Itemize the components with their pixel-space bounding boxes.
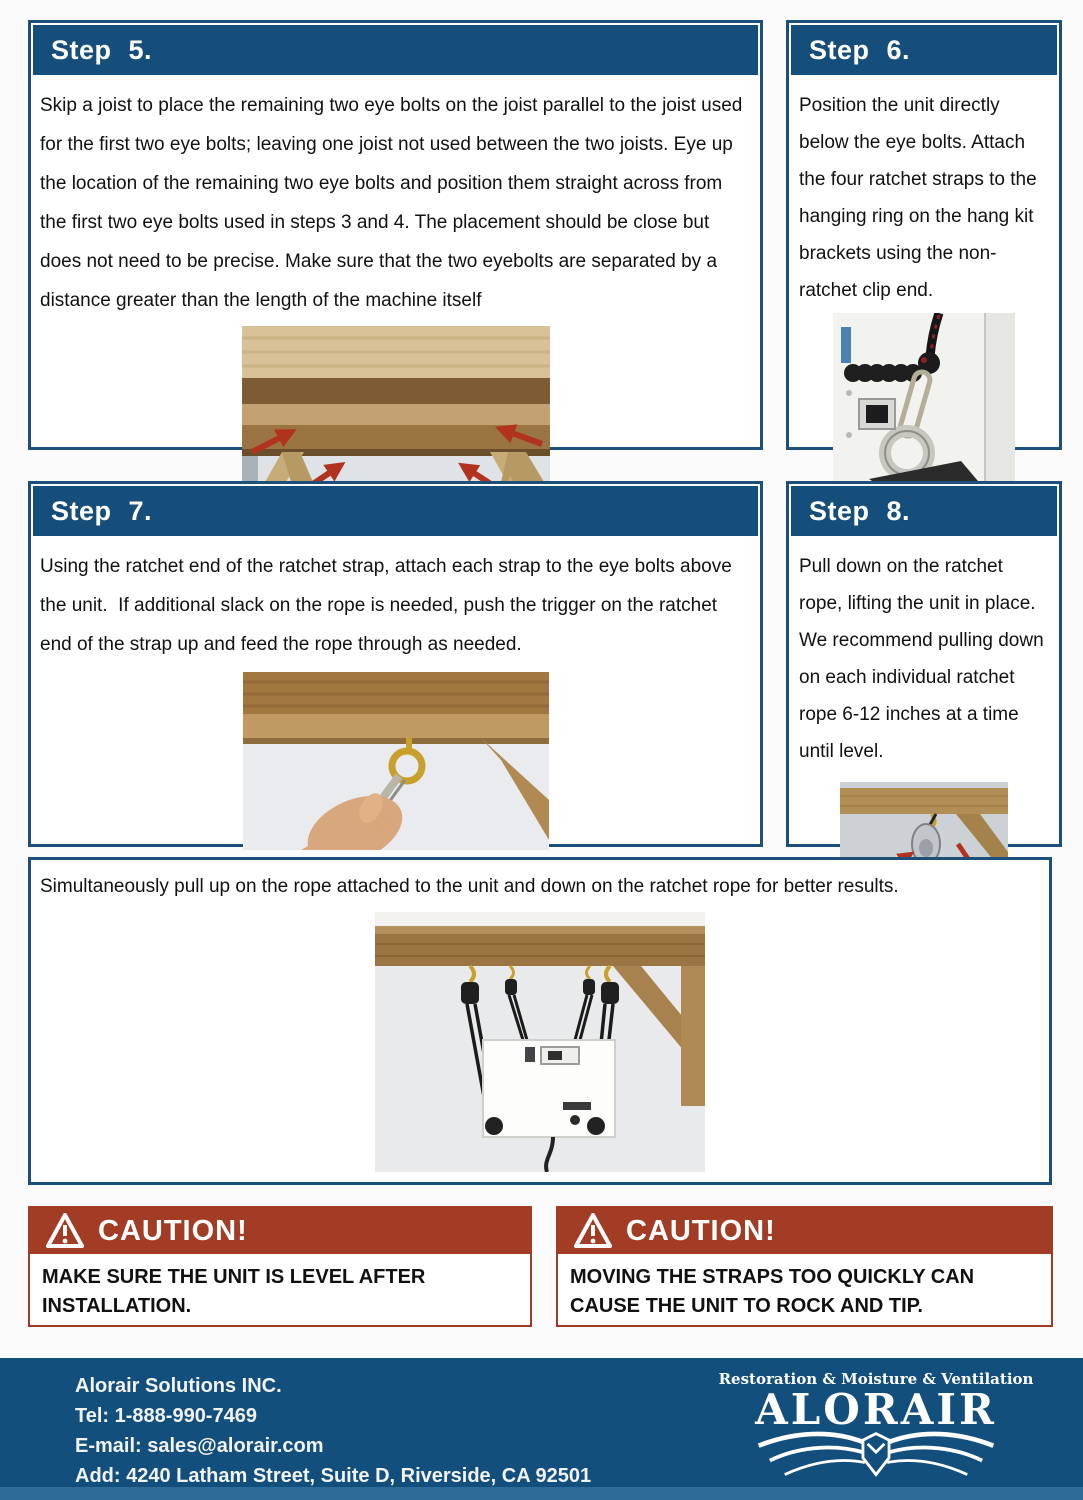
caution-1-title: CAUTION! — [98, 1214, 248, 1247]
footer-tel: Tel: 1-888-990-7469 — [75, 1405, 257, 1427]
caution-2-text: MOVING THE STRAPS TOO QUICKLY CAN CAUSE THE UNIT TO ROCK AND TIP. — [570, 1266, 986, 1317]
alorair-logo — [718, 1370, 1034, 1487]
logo-brand-text: ALORAIR — [755, 1385, 997, 1434]
eye-bolt-attach-photo — [243, 672, 549, 850]
caution-2-title: CAUTION! — [626, 1214, 776, 1247]
footer-email: E-mail: sales@alorair.com — [75, 1435, 324, 1457]
step-8-header — [791, 486, 1057, 536]
warning-triangle-icon — [46, 1213, 84, 1249]
step-6-header — [791, 25, 1057, 75]
footer-address: Add: 4240 Latham Street, Suite D, Riverside, CA 92501 — [75, 1465, 592, 1487]
hanging-unit-photo — [375, 912, 705, 1172]
caution-box-tipping — [556, 1206, 1053, 1327]
caution-2-header — [558, 1208, 1051, 1254]
step-7-box — [28, 481, 763, 847]
winged-shield-icon — [751, 1428, 1001, 1482]
step-7-title: Step 7. — [51, 495, 153, 526]
footer — [0, 1358, 1083, 1500]
step-7-instructions: Using the ratchet end of the ratchet strap, attach each strap to the eye bolts above the unit. If additional slack on the rope is needed, push the trigger on the ratchet end of the strap up and feed the rope through as needed. — [40, 556, 738, 655]
caution-1-header — [30, 1208, 530, 1254]
step-5-box — [28, 20, 763, 450]
caution-box-level — [28, 1206, 532, 1327]
footer-bottom-strip — [0, 1487, 1083, 1500]
step-8-box — [786, 481, 1062, 847]
note-text: Simultaneously pull up on the rope attached to the unit and down on the ratchet rope for better results. — [40, 876, 899, 897]
step-6-box — [786, 20, 1062, 450]
step-6-photo-wrap — [789, 313, 1059, 498]
step-5-title: Step 5. — [51, 34, 153, 65]
step-8-instructions: Pull down on the ratchet rope, lifting the unit in place. We recommend pulling down on each individual ratchet rope 6-12 inches at a time until level. — [799, 556, 1049, 762]
warning-triangle-icon — [574, 1213, 612, 1249]
step-8-title: Step 8. — [809, 495, 911, 526]
step-7-photo-wrap — [31, 672, 760, 855]
step-6-title: Step 6. — [809, 34, 911, 65]
footer-contact-block — [75, 1371, 591, 1491]
step-5-header — [33, 25, 758, 75]
note-photo-wrap — [31, 912, 1049, 1177]
footer-company: Alorair Solutions INC. — [75, 1375, 282, 1397]
clip-ring-photo — [833, 313, 1015, 493]
caution-1-text: MAKE SURE THE UNIT IS LEVEL AFTER INSTALLATION. — [42, 1266, 431, 1317]
logo-tagline: Restoration & Moisture & Ventilation — [718, 1370, 1034, 1388]
note-box — [28, 857, 1052, 1185]
step-5-instructions: Skip a joist to place the remaining two eye bolts on the joist parallel to the joist used for the first two eye bolts; leaving one joist not used between the two joists. Eye up the location of the remaining two eye bolts and position them straight across from the first two eye bolts used in steps 3 and 4. The placement should be close but does not need to be precise. Make sure that the two eyebolts are separated by a distance greater than the length of the machine itself — [40, 95, 748, 311]
step-7-header — [33, 486, 758, 536]
step-6-instructions: Position the unit directly below the eye bolts. Attach the four ratchet straps to the hanging ring on the hang kit brackets using the non-ratchet clip end. — [799, 95, 1042, 301]
